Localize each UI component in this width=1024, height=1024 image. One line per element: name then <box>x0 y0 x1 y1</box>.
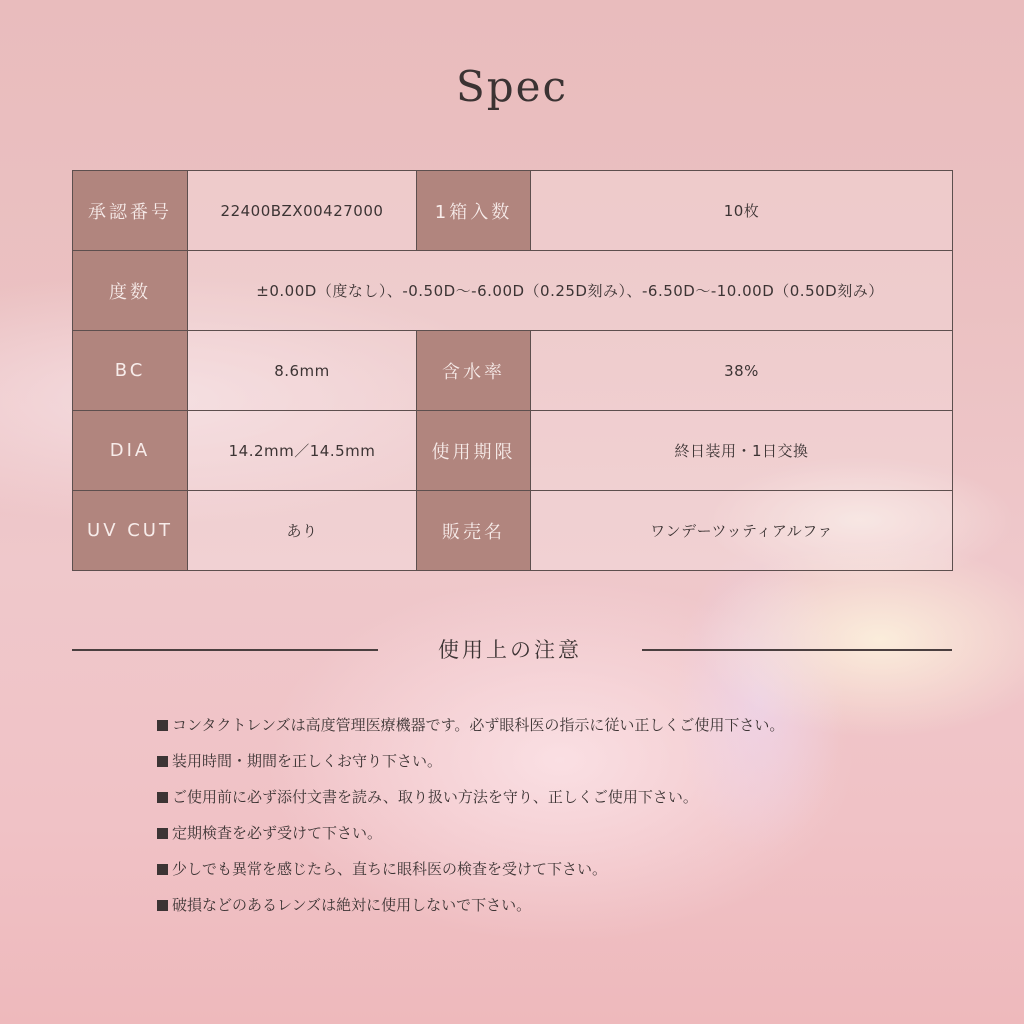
spec-row-approval <box>73 171 953 251</box>
dia-label: DIA <box>73 411 188 491</box>
usage-period-label: 使用期限 <box>417 411 531 491</box>
caution-text: コンタクトレンズは高度管理医療機器です。必ず眼科医の指示に従い正しくご使用下さい。 <box>172 716 785 734</box>
spec-row-power <box>73 251 953 331</box>
approval-number-label: 承認番号 <box>73 171 188 251</box>
dia-value: 14.2mm／14.5mm <box>188 411 417 491</box>
list-item <box>157 856 784 892</box>
bc-label: BC <box>73 331 188 411</box>
approval-number-value: 22400BZX00427000 <box>188 171 417 251</box>
cautions-list <box>157 712 784 928</box>
usage-period-value: 終日装用・1日交換 <box>531 411 953 491</box>
caution-text: 少しでも異常を感じたら、直ちに眼科医の検査を受けて下さい。 <box>172 860 608 878</box>
list-item <box>157 820 784 856</box>
caution-text: 破損などのあるレンズは絶対に使用しないで下さい。 <box>172 896 532 914</box>
bc-value: 8.6mm <box>188 331 417 411</box>
caution-text: ご使用前に必ず添付文書を読み、取り扱い方法を守り、正しくご使用下さい。 <box>172 788 698 806</box>
list-item <box>157 748 784 784</box>
square-bullet-icon <box>157 720 168 731</box>
cautions-heading-text: 使用上の注意 <box>438 638 582 662</box>
spec-row-uv <box>73 491 953 571</box>
spec-row-bc <box>73 331 953 411</box>
cautions-heading <box>72 630 952 670</box>
list-item <box>157 892 784 928</box>
spec-table <box>72 170 953 571</box>
heading-divider-right <box>642 649 952 651</box>
list-item <box>157 784 784 820</box>
caution-text: 定期検査を必ず受けて下さい。 <box>172 824 383 842</box>
water-content-value: 38% <box>531 331 953 411</box>
power-value: ±0.00D（度なし）、-0.50D〜-6.00D（0.25D刻み）、-6.50D〜-10.00D（0.50D刻み） <box>188 251 953 331</box>
spec-row-dia <box>73 411 953 491</box>
square-bullet-icon <box>157 900 168 911</box>
square-bullet-icon <box>157 756 168 767</box>
square-bullet-icon <box>157 792 168 803</box>
power-label: 度数 <box>73 251 188 331</box>
product-name-label: 販売名 <box>417 491 531 571</box>
uv-cut-label: UV CUT <box>73 491 188 571</box>
box-quantity-value: 10枚 <box>531 171 953 251</box>
caution-text: 装用時間・期間を正しくお守り下さい。 <box>172 752 443 770</box>
heading-divider-left <box>72 649 378 651</box>
uv-cut-value: あり <box>188 491 417 571</box>
page-title: Spec <box>455 62 569 111</box>
product-name-value: ワンデーツッティアルファ <box>531 491 953 571</box>
box-quantity-label: 1箱入数 <box>417 171 531 251</box>
square-bullet-icon <box>157 864 168 875</box>
square-bullet-icon <box>157 828 168 839</box>
water-content-label: 含水率 <box>417 331 531 411</box>
list-item <box>157 712 784 748</box>
